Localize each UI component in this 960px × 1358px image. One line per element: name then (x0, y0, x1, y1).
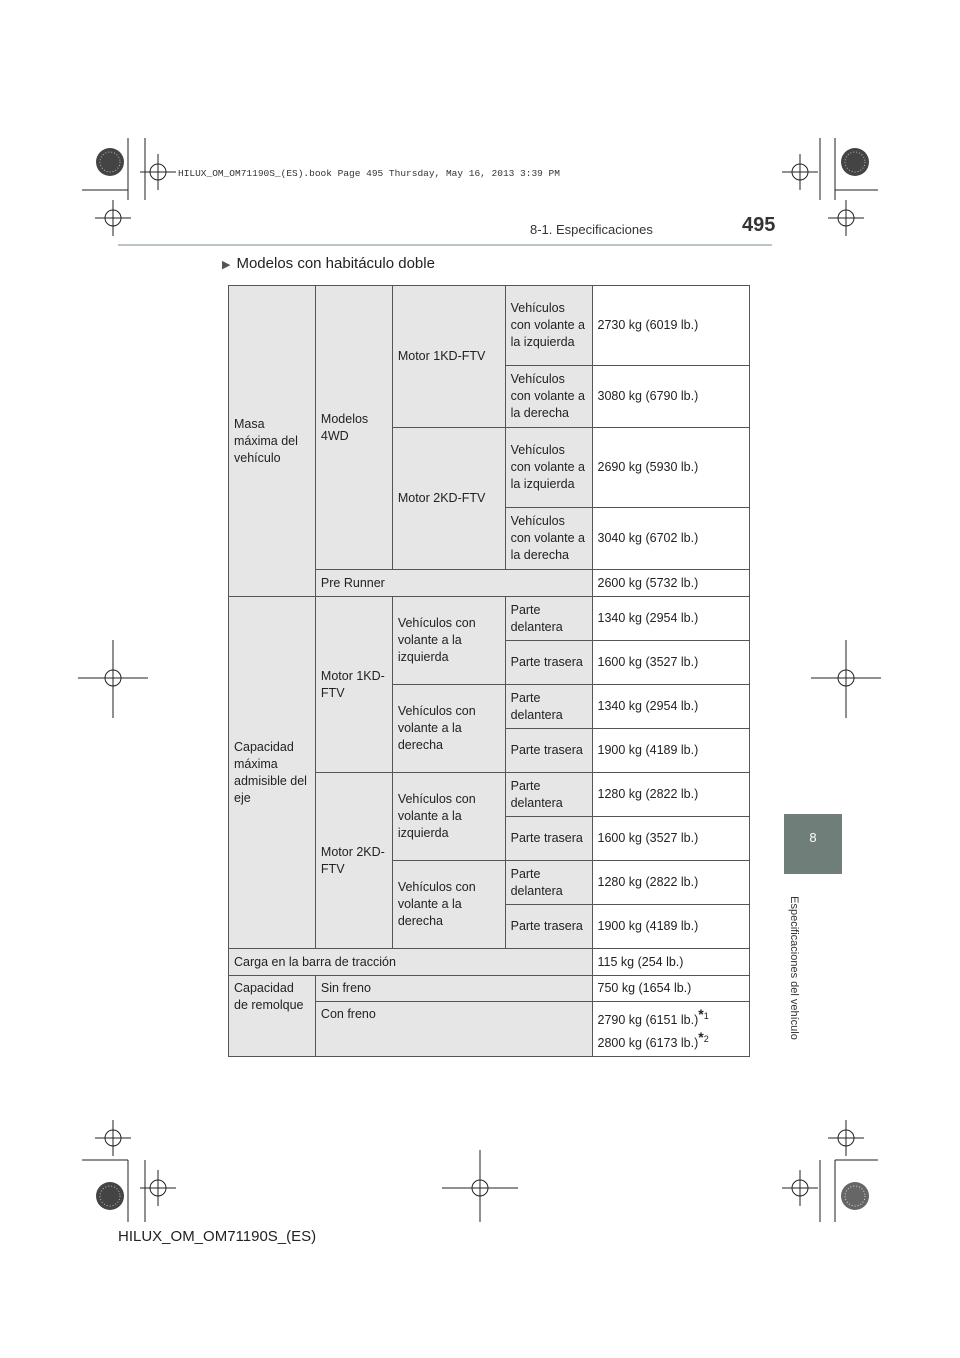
pre-runner-label: Pre Runner (315, 570, 592, 597)
der-label: Vehículos con volante a la derecha (392, 861, 505, 949)
chapter-side-title-text: Especificaciones del vehículo (788, 895, 800, 1040)
axle-value: 1900 kg (4189 lb.) (592, 729, 750, 773)
con-freno-value-1: 2790 kg (6151 lb.) (597, 1013, 699, 1028)
eje-label: Capacidad máxima admisible del eje (229, 597, 316, 949)
subtitle (222, 255, 435, 272)
der-label: Vehículos con volante a la derecha (505, 508, 592, 570)
motor-2kd-eje: Motor 2KD-FTV (315, 773, 392, 949)
header-rule (118, 244, 772, 246)
trasera-label: Parte trasera (505, 817, 592, 861)
izq-label: Vehículos con volante a la izquierda (392, 773, 505, 861)
der-label: Vehículos con volante a la derecha (505, 366, 592, 428)
chapter-side-title (784, 880, 804, 1055)
axle-value: 1600 kg (3527 lb.) (592, 641, 750, 685)
sin-freno-label: Sin freno (315, 976, 592, 1002)
chapter-number: 8 (809, 830, 817, 845)
table-row (229, 949, 750, 976)
footnote-ref-1: 1 (703, 1011, 709, 1021)
masa-label: Masa máxima del vehículo (229, 286, 316, 597)
con-freno-label: Con freno (315, 1002, 592, 1057)
delantera-label: Parte delantera (505, 773, 592, 817)
izq-label: Vehículos con volante a la izquierda (505, 428, 592, 508)
motor-1kd: Motor 1KD-FTV (392, 286, 505, 428)
asterisk-icon: * (698, 1006, 704, 1022)
book-info-line: HILUX_OM_OM71190S_(ES).book Page 495 Thursday, May 16, 2013 3:39 PM (178, 168, 560, 179)
trasera-label: Parte trasera (505, 641, 592, 685)
subtitle-text: Modelos con habitáculo doble (236, 255, 435, 272)
izq-label: Vehículos con volante a la izquierda (392, 597, 505, 685)
con-freno-value (592, 1002, 750, 1057)
footnote-ref-2: 2 (703, 1034, 709, 1045)
axle-value: 1280 kg (2822 lb.) (592, 861, 750, 905)
barra-label: Carga en la barra de tracción (229, 949, 593, 976)
mass-value: 3080 kg (6790 lb.) (592, 366, 750, 428)
spec-table (228, 285, 750, 1057)
motor-2kd: Motor 2KD-FTV (392, 428, 505, 570)
axle-value: 1600 kg (3527 lb.) (592, 817, 750, 861)
axle-value: 1280 kg (2822 lb.) (592, 773, 750, 817)
section-title: 8-1. Especificaciones (530, 222, 653, 237)
modelos-4wd: Modelos 4WD (315, 286, 392, 570)
asterisk-icon: * (698, 1029, 704, 1046)
motor-1kd-eje: Motor 1KD-FTV (315, 597, 392, 773)
axle-value: 1340 kg (2954 lb.) (592, 597, 750, 641)
page-number: 495 (742, 214, 776, 236)
mass-value: 2730 kg (6019 lb.) (592, 286, 750, 366)
remolque-label: Capacidad de remolque (229, 976, 316, 1057)
table-row (229, 286, 750, 366)
con-freno-value-2: 2800 kg (6173 lb.) (597, 1036, 699, 1051)
triangle-bullet-icon: ▶ (222, 259, 231, 271)
trasera-label: Parte trasera (505, 729, 592, 773)
izq-label: Vehículos con volante a la izquierda (505, 286, 592, 366)
delantera-label: Parte delantera (505, 685, 592, 729)
mass-value: 3040 kg (6702 lb.) (592, 508, 750, 570)
trasera-label: Parte trasera (505, 905, 592, 949)
der-label: Vehículos con volante a la derecha (392, 685, 505, 773)
axle-value: 1340 kg (2954 lb.) (592, 685, 750, 729)
document-code-footer: HILUX_OM_OM71190S_(ES) (118, 1228, 317, 1245)
table-row (229, 976, 750, 1002)
mass-value: 2690 kg (5930 lb.) (592, 428, 750, 508)
delantera-label: Parte delantera (505, 597, 592, 641)
axle-value: 1900 kg (4189 lb.) (592, 905, 750, 949)
pre-runner-value: 2600 kg (5732 lb.) (592, 570, 750, 597)
delantera-label: Parte delantera (505, 861, 592, 905)
sin-freno-value: 750 kg (1654 lb.) (592, 976, 750, 1002)
barra-value: 115 kg (254 lb.) (592, 949, 750, 976)
table-row (229, 597, 750, 641)
